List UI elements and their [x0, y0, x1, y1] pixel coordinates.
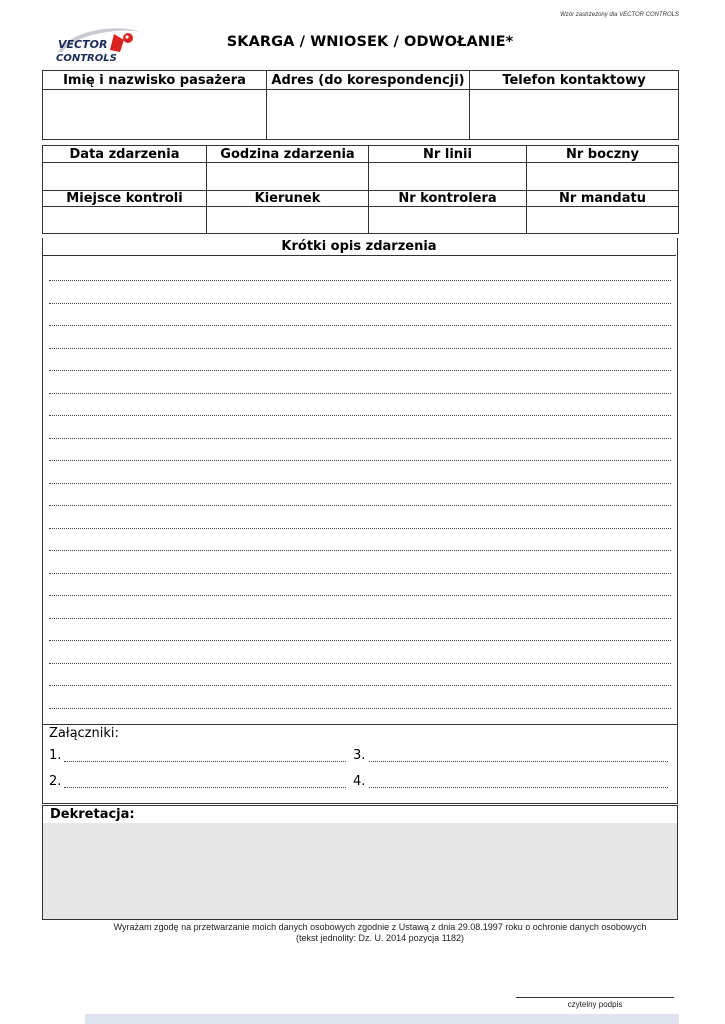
logo-text-bottom: CONTROLS	[56, 53, 117, 64]
description-line[interactable]	[49, 640, 671, 641]
signature-line[interactable]	[516, 997, 674, 998]
place-header: Miejsce kontroli	[43, 191, 207, 207]
ticket-header: Nr mandatu	[527, 191, 679, 207]
place-field[interactable]	[43, 207, 207, 234]
consent-line-2: (tekst jednolity: Dz. U. 2014 pozycja 1182)	[296, 933, 464, 943]
phone-header: Telefon kontaktowy	[470, 71, 679, 90]
description-line[interactable]	[49, 280, 671, 281]
direction-header: Kierunek	[207, 191, 369, 207]
name-field[interactable]	[43, 90, 267, 140]
phone-field[interactable]	[470, 90, 679, 140]
decree-header	[42, 805, 678, 824]
time-header: Godzina zdarzenia	[207, 146, 369, 163]
date-header: Data zdarzenia	[43, 146, 207, 163]
side-number-header: Nr boczny	[527, 146, 679, 163]
description-line[interactable]	[49, 325, 671, 326]
bottom-bar	[85, 1014, 679, 1024]
description-line[interactable]	[49, 460, 671, 461]
line-field[interactable]	[369, 163, 527, 191]
description-line[interactable]	[49, 618, 671, 619]
passenger-table	[42, 70, 679, 140]
description-line[interactable]	[49, 348, 671, 349]
date-field[interactable]	[43, 163, 207, 191]
consent-line-1: Wyrażam zgodę na przetwarzanie moich danych osobowych zgodnie z Ustawą z dnia 29.08.1997 roku o ochronie danych osobowych	[113, 922, 647, 932]
line-header: Nr linii	[369, 146, 527, 163]
attachments-divider	[42, 724, 678, 725]
attachment-2-number: 2.	[49, 774, 62, 789]
decree-label: Dekretacja:	[50, 807, 135, 822]
side-number-field[interactable]	[527, 163, 679, 191]
ticket-field[interactable]	[527, 207, 679, 234]
description-line[interactable]	[49, 505, 671, 506]
direction-field[interactable]	[207, 207, 369, 234]
address-field[interactable]	[267, 90, 470, 140]
attachment-4-number: 4.	[353, 774, 366, 789]
incident-table	[42, 145, 679, 234]
description-line[interactable]	[49, 708, 671, 709]
vector-controls-logo	[52, 22, 144, 66]
attachment-1-number: 1.	[49, 748, 62, 763]
address-header: Adres (do korespondencji)	[267, 71, 470, 90]
signature-label: czytelny podpis	[567, 1000, 623, 1009]
logo-text-top: VECTOR	[58, 38, 108, 51]
decree-area[interactable]	[42, 823, 678, 920]
attachment-3-number: 3.	[353, 748, 366, 763]
description-header: Krótki opis zdarzenia	[42, 238, 676, 256]
attachments-label: Załączniki:	[49, 726, 119, 741]
attachment-2-field[interactable]	[64, 787, 346, 788]
description-line[interactable]	[49, 370, 671, 371]
description-line[interactable]	[49, 415, 671, 416]
copyright-note: Wzór zastrzeżony dla VECTOR CONTROLS	[560, 12, 679, 18]
attachment-3-field[interactable]	[369, 761, 668, 762]
attachment-4-field[interactable]	[369, 787, 668, 788]
description-line[interactable]	[49, 483, 671, 484]
time-field[interactable]	[207, 163, 369, 191]
name-header: Imię i nazwisko pasażera	[43, 71, 267, 90]
description-line[interactable]	[49, 595, 671, 596]
attachment-1-field[interactable]	[64, 761, 346, 762]
description-line[interactable]	[49, 550, 671, 551]
consent-text	[60, 922, 700, 944]
description-line[interactable]	[49, 438, 671, 439]
description-line[interactable]	[49, 573, 671, 574]
description-box[interactable]	[42, 238, 678, 804]
form-title: SKARGA / WNIOSEK / ODWOŁANIE*	[226, 34, 514, 50]
controller-header: Nr kontrolera	[369, 191, 527, 207]
description-line[interactable]	[49, 393, 671, 394]
description-line[interactable]	[49, 528, 671, 529]
description-line[interactable]	[49, 663, 671, 664]
controller-field[interactable]	[369, 207, 527, 234]
description-line[interactable]	[49, 685, 671, 686]
description-line[interactable]	[49, 303, 671, 304]
